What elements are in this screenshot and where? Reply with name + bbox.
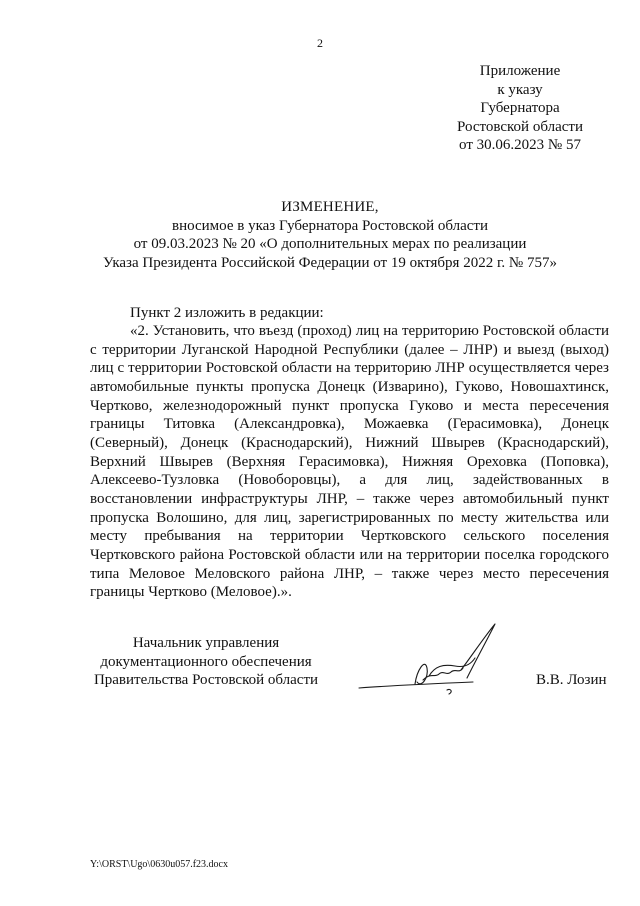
heading-line: от 09.03.2023 № 20 «О дополнительных мерах по реализации: [133, 236, 527, 253]
signer-position-line: Правительства Ростовской области: [93, 672, 319, 689]
intro-line: Пункт 2 изложить в редакции:: [130, 305, 324, 321]
signer-position-line: Начальник управления: [132, 635, 280, 651]
document-title: ИЗМЕНЕНИЕ,: [281, 199, 379, 215]
handwritten-signature: [355, 618, 505, 704]
page-number: 2: [317, 36, 323, 50]
appendix-block: [440, 62, 600, 155]
document-heading: [60, 198, 600, 272]
appendix-line: Ростовской области: [457, 118, 583, 135]
signer-position: [88, 634, 324, 690]
appendix-line: Приложение: [479, 63, 561, 79]
appendix-line: от 30.06.2023 № 57: [459, 137, 581, 154]
heading-line: вносимое в указ Губернатора Ростовской области: [172, 217, 488, 234]
file-path-footer: Y:\ORST\Ugo\0630u057.f23.docx: [90, 859, 228, 870]
signer-name: В.В. Лозин: [536, 672, 607, 688]
appendix-line: Губернатора: [480, 100, 560, 117]
appendix-line: к указу: [497, 81, 543, 98]
heading-line: Указа Президента Российской Федерации от 19 октября 2022 г. № 757»: [103, 254, 557, 271]
amendment-body: «2. Установить, что въезд (проход) лиц на территорию Ростовской области с территории Луганской Народной Республики (далее – ЛНР) и выезд (выход) лиц с территории Ростовской области на территорию ЛНР осуществляется через автомобильные пункты пропуска Донецк (Изварино), Гуково, Новошахтинск, Чертково, железнодорожный пункт пропуска Гуково и места пересечения границы Титовка (Александровка), Можаевка (Герасимовка), Донецк (Северный), Донецк (Краснодарский), Нижний Швырев (Краснодарский), Верхний Швырев (Верхняя Герасимовка), Нижняя Ореховка (Поповка), Алексеево-Тузловка (Новоборовцы), а для лиц, задействованных в восстановлении инфраструктуры ЛНР, – также через автомобильный пункт пропуска Волошино, для лиц, зарегистрированных по месту жительства или месту пребывания на территории Чертковского сельского поселения Чертковского района Ростовской области или на территории поселка городского типа Меловое Меловского района ЛНР, – также через место пересечения границы Чертково (Меловое).».: [90, 323, 609, 601]
signer-position-line: документационного обеспечения: [100, 653, 312, 670]
